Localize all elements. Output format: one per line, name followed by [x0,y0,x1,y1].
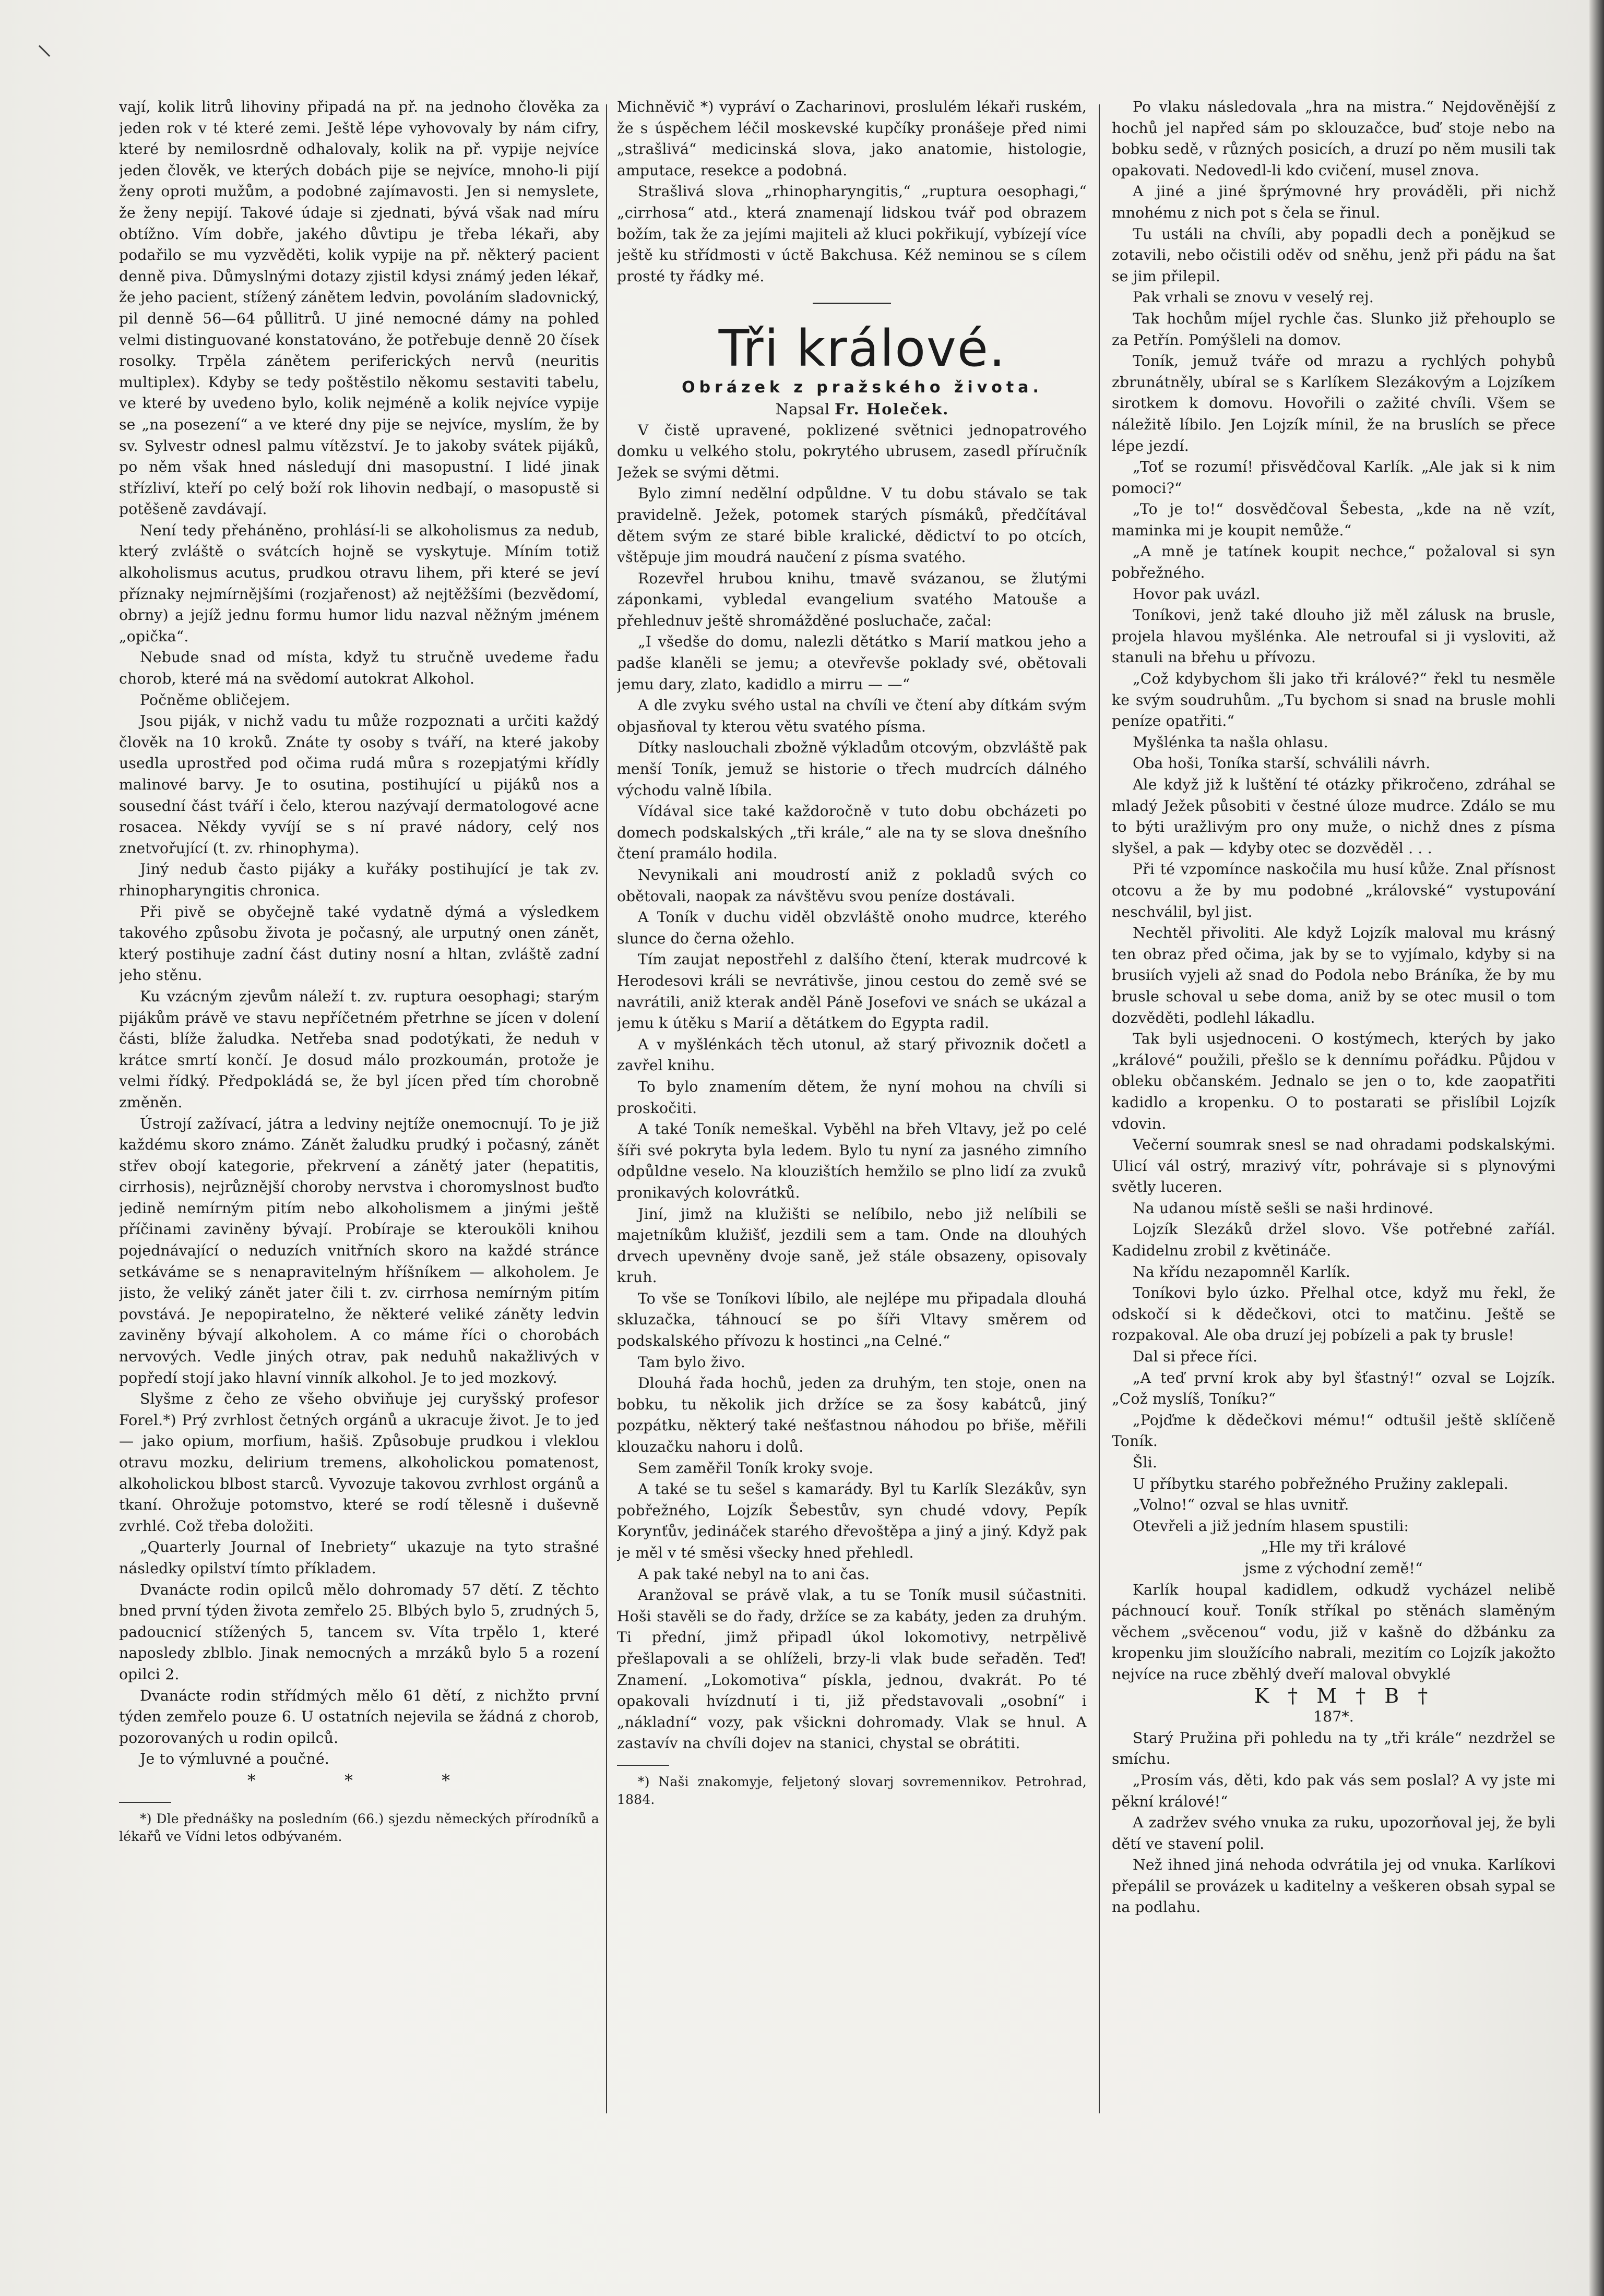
paragraph: „Což kdybychom šli jako tři králové?“ řekl tu nesměle ke svým soudruhům. „Tu bychom si snad na brusle mohli peníze opatřiti.“ [1112,670,1555,730]
paragraph: A dle zvyku svého ustal na chvíli ve čtení aby dítkám svým objasňoval ty kterou větu svatého písma. [617,697,1087,735]
paragraph: Tak byli usjednoceni. O kostýmech, kterých by jako „králové“ použili, přešlo se k dennímu pořádku. Půjdou v obleku občanském. Jednalo se jen o to, kde zaopatřiti kadidlo a kropenku. O to postarati se přislíbil Lojzík vdovin. [1112,1030,1555,1132]
paragraph: Slyšme z čeho ze všeho obviňuje jej curyšský profesor Forel.*) Prý zvrhlost četných orgánů a ukracuje život. Je to jed — jako opium, morfium, hašiš. Způsobuje prudkou i vleklou otravu mozku, delirium tremens, alkoholickou pomatenost, alkoholickou blbost starců. Vyvozuje takovou zvrhlost orgánů a tkaní. Ohrožuje potomstvo, které se rodí tělesně i duševně zvrhlé. Což třeba doložiti. [119,1390,599,1535]
paragraph: „To je to!“ dosvědčoval Šebesta, „kde na ně vzít, maminka mi je koupit nemůže.“ [1112,500,1555,539]
paragraph: Otevřeli a již jedním hlasem spustili: [1133,1517,1409,1535]
section-stars: * * * [247,1770,492,1790]
paragraph: A Toník v duchu viděl obzvláště onoho mudrce, kterého slunce do černa ožehlo. [617,908,1087,947]
paragraph: „Prosím vás, děti, kdo pak vás sem poslal? A vy jste mi pěkní králové!“ [1112,1771,1555,1810]
paragraph: Vídával sice také každoročně v tuto dobu obcházeti po domech podskalských „tři krále,“ ale na ty se slova dnešního čtení pramálo hodila. [617,803,1087,863]
paragraph: A také se tu sešel s kamarády. Byl tu Karlík Slezákův, syn pobřežného, Lojzík Šebestův, syn chudé vdovy, Pepík Korynťův, jedináček starého dřevoštěpa a jiný a jiný. Když pak je měl v té směsi všecky hned přehledl. [617,1480,1087,1561]
paragraph: Dvanácte rodin střídmých mělo 61 dětí, z nichžto první týden zemřelo pouze 6. U ostatních nejevila se žádná z chorob, pozorovaných u rodin opilců. [119,1687,599,1747]
column-divider [1099,104,1100,2113]
paragraph: Je to výmluvné a poučné. [140,1750,329,1768]
column-divider [606,104,607,2113]
article-subtitle: Obrázek z pražského života. [682,378,1043,397]
paragraph: Tam bylo živo. [638,1353,746,1371]
paragraph: Oba hoši, Toníka starší, schválili návrh. [1133,755,1431,772]
footnote-rule [617,1765,669,1766]
paragraph: Dítky naslouchali zbožně výkladům otcovým, obzvláště pak menší Toník, jemuž se historie o třech mudrcích dálného východu valně líbila. [617,739,1087,799]
paragraph: Počněme obličejem. [140,691,291,709]
paragraph: Lojzík Slezáků držel slovo. Vše potřebné zaříál. Kadidelnu zrobil z květináče. [1112,1221,1555,1260]
corner-mark: ⸜ [37,26,52,62]
paragraph: To vše se Toníkovi líbilo, ale nejlépe mu připadala dlouhá skluzačka, táhnoucí se po šíři Vltavy směrem od podskalského přívozu k hostinci „na Celné.“ [617,1289,1087,1350]
paragraph: Ústrojí zažívací, játra a ledviny nejtíže onemocnují. To je již každému skoro známo. Zánět žaludku prudký i počasný, zánět střev obojí kategorie, překrvení a zánětý jater (hepatitis, cirrhosis), nejrůznější choroby nervstva i choromyslnost buďto jedině nemírným pitím nebo alkoholismem a jinými ještě příčinami zaviněny bývají. Probíraje se kterouköli knihou pojednávající o neduzích vnitřních skoro na každé stránce setkáváme se s nenapravitelným hříšníkem — alkoholem. Je jisto, že veliký zánět jater čili t. zv. cirrhosa nemírným pitím povstává. Je nepopiratelno, že některé veliké záněty ledvin zaviněny bývají alkoholem. A co máme říci o chorobách nervových. Vedle jiných otrav, pak neduhů nakažlivých v popředí stojí jako hlavní vinník alkohol. Je to jed mozkový. [119,1115,599,1386]
paragraph: Dvanácte rodin opilců mělo dohromady 57 dětí. Z těchto bned první týden života zemřelo 25. Blbých bylo 5, zrudných 5, padoucnicí stížených 5, tancem sv. Víta trpělo 1, které naposledy zblblo. Jinak nemocných a mrzáků bylo 5 a rození opilci 2. [119,1581,599,1683]
paragraph: A také Toník nemeškal. Vyběhl na břeh Vltavy, jež po celé šíři své pokryta byla ledem. Bylo tu nyní za jasného zimního odpůldne veselo. Na klouzištích hemžilo se plno lidí za zvuků pronikavých kolovrátků. [617,1120,1087,1201]
paragraph: „A teď první krok aby byl šťastný!“ ozval se Lojzík. „Což myslíš, Toníku?“ [1112,1369,1555,1408]
article-byline [617,399,1087,420]
chalk-year: 187*. [1313,1708,1354,1726]
paragraph: Tím zaujat nepostřehl z dalšího čtení, kterak mudrcové k Herodesovi králi se nevrátivše, jinou cestou do země své se navrátili, aniž kterak anděl Páně Josefovi ve snách se ukázal a jemu k útěku s Marií a dětátkem do Egypta radil. [617,951,1087,1032]
column-middle [617,97,1087,2236]
footnote: *) Naši znakomyje, feljetoný slovarj sovremennikov. Petrohrad, 1884. [617,1774,1087,1807]
paragraph: Starý Pružina při pohledu na ty „tři krále“ nezdržel se smíchu. [1112,1729,1555,1768]
paragraph: Rozevřel hrubou knihu, tmavě svázanou, se žlutými záponkami, vybledal evangelium svatého Matouše a přehlednuv ještě shromážděné posluchače, začal: [617,569,1087,629]
paragraph: Tak hochům míjel rychle čas. Slunko již přehouplo se za Petřín. Pomýšleli na domov. [1112,309,1555,349]
paragraph: U příbytku starého pobřežného Pružiny zaklepali. [1133,1475,1508,1492]
paragraph: A v myšlénkách těch utonul, až starý přivoznik dočetl a zavřel knihu. [617,1035,1087,1074]
paragraph: „I všedše do domu, nalezli dětátko s Marií matkou jeho a padše klaněli se jemu; a otevřevše poklady své, obětovali jemu dary, zlato, kadidlo a mirru — —“ [617,633,1087,693]
paragraph: „Pojďme k dědečkovi mému!“ odtušil ještě sklíčeně Toník. [1112,1411,1555,1450]
paragraph: Při pivě se obyčejně také vydatně dýmá a výsledkem takového způsobu života je počasný, ale urputný onen zánět, který postihuje zadní část dutiny nosní a hltan, zvláště zadní jeho stěnu. [119,903,599,984]
footnote: *) Dle přednášky na posledním (66.) sjezdu německých přírodníků a lékařů ve Vídni letos odbývaném. [119,1811,599,1844]
paragraph: „A mně je tatínek koupit nechce,“ požaloval si syn pobřežného. [1112,543,1555,582]
footnote-rule [119,1802,171,1803]
paragraph: Na udanou místě sešli se naši hrdinové. [1133,1199,1434,1217]
paragraph: Toníkovi bylo úzko. Přelhal otce, když mu řekl, že odskočí si k dědečkovi, otci to matčinu. Ještě se rozpakoval. Ale oba druzí jej pobízeli a pak ty brusle! [1112,1284,1555,1344]
paragraph: Nevynikali ani moudrostí aniž z pokladů svých co obětovali, naopak za návštěvu svou peníze dostávali. [617,866,1087,905]
paragraph: A pak také nebyl na to ani čas. [638,1565,870,1583]
paragraph: Večerní soumrak snesl se nad ohradami podskalskými. Ulicí vál ostrý, mrazivý vítr, pohrávaje si s plynovými světly luceren. [1112,1136,1555,1196]
article-title: Tři králové. [718,319,1006,378]
paragraph: Hovor pak uvázl. [1133,585,1261,603]
paragraph: „Volno!“ ozval se hlas uvnitř. [1133,1496,1349,1514]
paragraph: V čistě upravené, poklizené světnici jednopatrového domku u velkého stolu, pokrytého ubrusem, zasedl příručník Ježek se svými dětmi. [617,421,1087,481]
paragraph: Pak vrhali se znovu v veselý rej. [1133,289,1374,306]
paragraph: Po vlaku následovala „hra na mistra.“ Nejdověnější z hochů jel napřed sám po sklouzačce, buď stoje nebo na bobku sedě, v různých posicích, a druzí po něm musili tak opakovati. Nedovedl-li kdo cvičení, musel znova. [1112,98,1555,179]
paragraph: vají, kolik litrů lihoviny připadá na př. na jednoho člověka za jeden rok v té které zemi. Ještě lépe vyhovovaly by nám cifry, které by nemilosrdně odhalovaly, kolik na př. vypije nejvíce jeden člověk, ve kterých dobách pije se nejvíce, mnoho-li pijí ženy oproti mužům, a podobné zajímavosti. Jen si nemyslete, že ženy nepijí. Takové údaje si zjednati, bývá však nad míru obtížno. Vím dobře, jakého důvtipu je třeba lékaři, aby podařilo se mu vyzvěděti, kolik vypije na př. některý pacient denně piva. Důmyslnými dotazy zjistil kdysi známý jeden lékař, že jeho pacient, stížený zánětem ledvin, povoláním sladovnický, pil denně 56—64 půllitrů. U jiné nemocné dámy na pohled velmi distinguované konstatováno, že potřebuje denně 20 čísek rosolky. Trpěla zánětem periferických nervů (neuritis multiplex). Kdyby se tedy poštěstilo někomu sestaviti tabelu, ve které by uvedeno bylo, kolik nejméně a kolik nejvíce vypije se „na posezení“ a ve které dny pije se nejvíce, myslím, že by sv. Sylvestr odnesl palmu vítězství. Je to jakoby svátek pijáků, po něm však hned následují dni masopustní. I lidé jinak střízliví, kteří po celý boží rok lihovin nedbají, o masopustě si potěšeně zavdávají. [119,98,599,518]
paragraph: Michněvič *) vypráví o Zacharinovi, proslulém lékaři ruském, že s úspěchem léčil moskevské kupčíky pronášeje před nimi „strašlivá“ medicinská slova, jako anatomie, histologie, amputace, resekce a podobná. [617,98,1087,179]
column-right [1112,97,1555,2236]
paragraph: Než ihned jiná nehoda odvrátila jej od vnuka. Karlíkovi přepálil se provázek u kaditelny a veškeren obsah sypal se na podlahu. [1112,1856,1555,1916]
paragraph: „Quarterly Journal of Inebriety“ ukazuje na tyto strašné následky opilství tímto příkladem. [119,1538,599,1577]
paragraph: A jiné a jiné šprýmovné hry prováděli, při nichž mnohému z nich pot s čela se řinul. [1112,183,1555,221]
song-line: „Hle my tři králové [1261,1538,1406,1556]
paragraph: Toníkovi, jenž také dlouho již měl zálusk na brusle, projela hlavou myšlénka. Ale netroufal si ji vysloviti, až stanuli na břehu u přívozu. [1112,606,1555,666]
paragraph: Při té vzpomínce naskočila mu husí kůže. Znal přísnost otcovu a že by mu podobné „královské“ vystupování neschválil, byl jist. [1112,860,1555,920]
paragraph: Karlík houpal kadidlem, odkudž vycházel nelibě páchnoucí kouř. Toník stříkal po stěnách slaměným věchem „svěcenou“ vodu, již v kašně do džbánku za kropenku jim sloužícího nabrali, mezitím co Lojzík jakožto nejvíce na ruce zběhlý dveří maloval obvyklé [1112,1581,1555,1683]
paragraph: Nebude snad od místa, když tu stručně uvedeme řadu chorob, které má na svědomí autokrat Alkohol. [119,649,599,688]
paragraph: Jiný nedub často pijáky a kuřáky postihující je tak zv. rhinopharyngitis chronica. [119,860,599,899]
paragraph: Ku vzácným zjevům náleží t. zv. ruptura oesophagi; starým pijákům právě ve stavu nepříčetném přetrhne se jícen v dolení části, blíže žaludka. Netřeba snad podotýkati, že neduh v krátce smrtí končí. Je dosud málo prozkoumán, protože je velmi řídký. Předpokládá se, že byl jícen před tím chorobně změněn. [119,987,599,1111]
byline-prefix: Napsal [775,400,830,418]
paragraph: Strašlivá slova „rhinopharyngitis,“ „ruptura oesophagi,“ „cirrhosa“ atd., která znamenají lidskou tvář pod obrazem božím, tak že za jejími majiteli až kluci pokřikují, vybízejí více ještě ku střídmosti v úctě Bakchusa. Kéž neminou se s cílem prosté ty řádky mé. [617,183,1087,285]
paragraph: Nechtěl přivoliti. Ale když Lojzík maloval mu krásný ten obraz před očima, jak by se to vyjímalo, kdyby si na brusiích vyjeli až snad do Podola nebo Bráníka, že by mu brusle schoval u sebe doma, aniž by se otec musil o tom dozvěděti, podlehl lákadlu. [1112,924,1555,1026]
paragraph: Ale když již k luštění té otázky přikročeno, zdráhal se mladý Ježek působiti v čestné úloze mudrce. Zdálo se mu to býti uražlivým pro ony muže, o nichž dnes z písma slyšel, a pak — kdyby otec se dozvěděl . . . [1112,776,1555,857]
paragraph: Na křídu nezapomněl Karlík. [1133,1263,1351,1281]
author-name: Fr. Holeček. [834,400,949,418]
paragraph: Šli. [1133,1454,1158,1471]
column-left [119,97,599,2236]
paragraph: To bylo znamením dětem, že nyní mohou na chvíli si proskočiti. [617,1078,1087,1117]
paragraph: Tu ustáli na chvíli, aby popadli dech a ponějkud se zotavili, nebo očistili oděv od sněhu, jenž při pádu na šat se jim přilepil. [1112,225,1555,285]
paragraph: „Toť se rozumí! přisvědčoval Karlík. „Ale jak si k nim pomoci?“ [1112,458,1555,497]
paragraph: Dlouhá řada hochů, jeden za druhým, ten stoje, onen na bobku, tu několik jich držíce se za šosy kabátců, jiný pozpátku, některý také nešťastnou náhodou po břiše, měřili klouzačku nahoru i dolů. [617,1374,1087,1456]
paragraph: Dal si přece říci. [1133,1348,1258,1366]
paragraph: Jiní, jimž na klužišti se nelíbilo, nebo již nelíbili se majetníkům klužišť, jezdili sem a tam. Onde na dlouhých drvech upevněny dvoje saně, jež stále obsazeny, opisovaly kruh. [617,1205,1087,1286]
paragraph: Toník, jemuž tváře od mrazu a rychlých pohybů zbrunátněly, ubíral se s Karlíkem Slezákovým a Lojzíkem sirotkem k domovu. Hovořili o zažité chvíli. Všem se náležitě líbilo. Jen Lojzík mínil, že na bruslích se přece lépe jezdí. [1112,352,1555,455]
paragraph: Není tedy přeháněno, prohlásí-li se alkoholismus za nedub, který zvláště o svátcích hojně se vyskytuje. Míním totiž alkoholismus acutus, prudkou otravu lihem, při které se jeví příznaky nejmírnějšími (rozjařenost) až nejtěžšími (bezvědomí, obrny) a jejíž jednu formu humor lidu nazval něžným jménem „opička“. [119,521,599,645]
paragraph: Jsou piják, v nichž vadu tu může rozpoznati a určiti každý člověk na 10 kroků. Znáte ty osoby s tváří, na které jakoby usedla uprostřed pod očima rudá můra s rozepjatými křídly malinové barvy. Je to osutina, postihující u pijáků nos a sousední část tváří i čelo, kterou nazývají dermatologové acne rosacea. Někdy vyvíjí se s ní pravé nádory, celý nos znetvořující (t. zv. rhinophyma). [119,712,599,857]
paragraph: Myšlénka ta našla ohlasu. [1133,733,1328,751]
section-rule [813,303,891,304]
paragraph: A zadržev svého vnuka za ruku, upozorňoval jej, že byli dětí ve stavení polil. [1112,1814,1555,1852]
song-line: jsme z východní země!“ [1244,1559,1423,1577]
paragraph: Sem zaměřil Toník kroky svoje. [638,1459,874,1477]
page-edge [1589,0,1604,2296]
paragraph: Aranžoval se právě vlak, a tu se Toník musil súčastniti. Hoši stavěli se do řady, držíce se za kabáty, jeden za druhým. Ti přední, jimž připadl úkol lokomotivy, netrpělivě přešlapovali a se ohlíželi, brzy-li vlak bude seřaděn. Teď! Znamení. „Lokomotiva“ pískla, jednou, dvakrát. Po té opakovali hvízdnutí i ti, již představovali „osobní“ i „nákladní“ vozy, pak všickni dohromady. Vlak se hnul. A zastavív na chvíli dojev na stanici, chystal se obrátiti. [617,1586,1087,1752]
paragraph: Bylo zimní nedělní odpůldne. V tu dobu stávalo se tak pravidelně. Ježek, potomek starých písmáků, předčítával dětem svým ze staré bible kralické, dědictví to po otcích, vštěpuje jim moudrá naučení z písma svatého. [617,485,1087,566]
chalk-inscription: K † M † B † [1254,1684,1434,1707]
